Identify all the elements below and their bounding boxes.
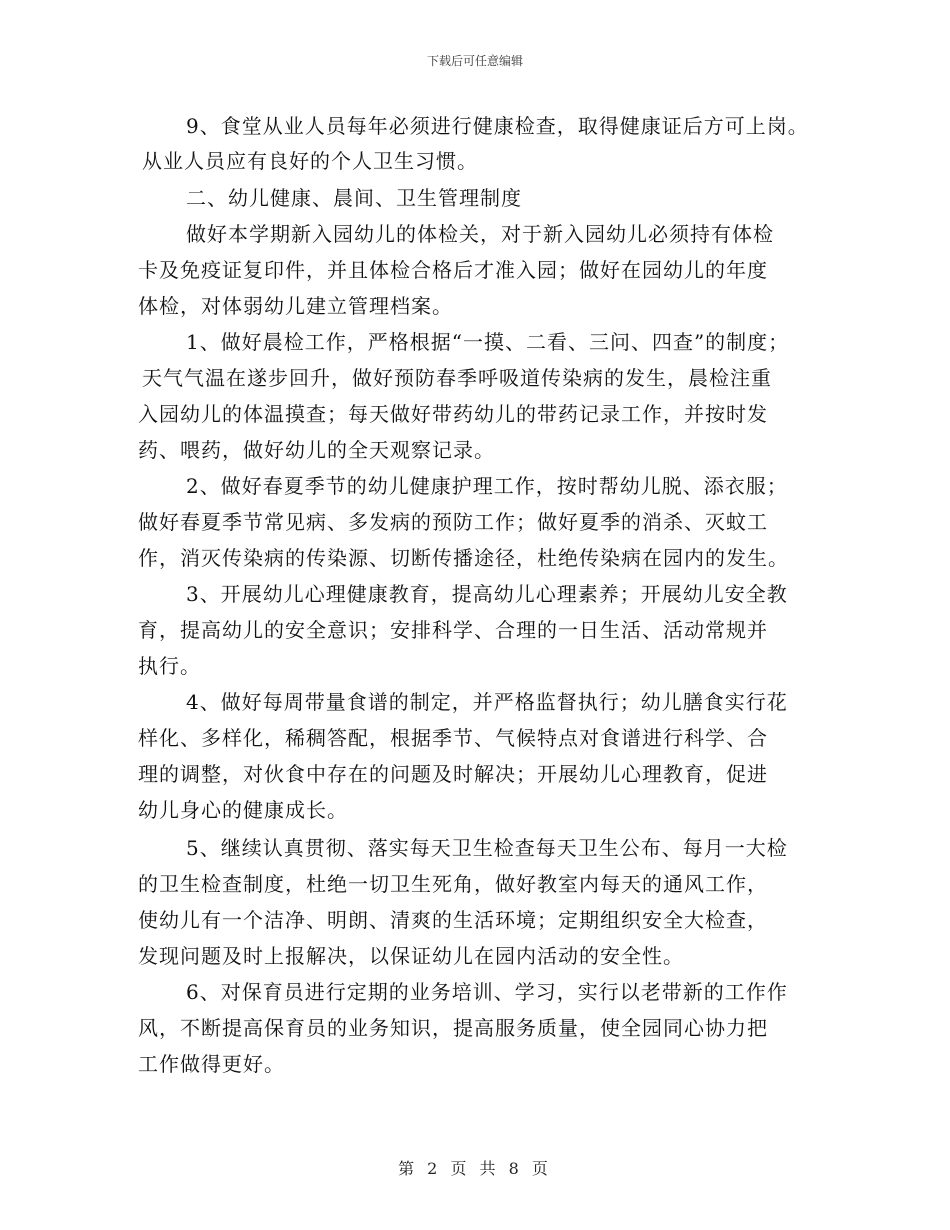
text-line: 做好春夏季节常见病、多发病的预防工作；做好夏季的消杀、灭蚊工 xyxy=(138,510,768,534)
text-line: 做好本学期新入园幼儿的体检关，对于新入园幼儿必须持有体检 xyxy=(186,222,774,246)
text-line: 发现问题及时上报解决，以保证幼儿在园内活动的安全性。 xyxy=(138,944,684,968)
text-line: 使幼儿有一个洁净、明朗、清爽的生活环境；定期组织安全大检查， xyxy=(138,908,768,932)
text-line: 6、对保育员进行定期的业务培训、学习，实行以老带新的工作作 xyxy=(186,980,788,1004)
text-line: 从业人员应有良好的个人卫生习惯。 xyxy=(142,149,478,173)
text-line: 入园幼儿的体温摸查；每天做好带药幼儿的带药记录工作，并按时发 xyxy=(138,402,768,426)
section-heading: 二、幼儿健康、晨间、卫生管理制度 xyxy=(186,186,522,210)
text-line: 1、做好晨检工作，严格根据“一摸、二看、三问、四查”的制度； xyxy=(186,330,790,354)
text-line: 天气气温在遂步回升，做好预防春季呼吸道传染病的发生，晨检注重 xyxy=(142,366,772,390)
text-line: 卡及免疫证复印件，并且体检合格后才准入园；做好在园幼儿的年度 xyxy=(138,258,768,282)
text-line: 执行。 xyxy=(138,654,201,678)
text-line: 4、做好每周带量食谱的制定，并严格监督执行；幼儿膳食实行花 xyxy=(186,690,788,714)
text-line: 5、继续认真贯彻、落实每天卫生检查每天卫生公布、每月一大检 xyxy=(186,836,788,860)
text-line: 育，提高幼儿的安全意识；安排科学、合理的一日生活、活动常规并 xyxy=(138,618,768,642)
text-line: 2、做好春夏季节的幼儿健康护理工作，按时帮幼儿脱、添衣服； xyxy=(186,474,788,498)
page-footer: 第 2 页 共 8 页 xyxy=(398,1159,552,1178)
text-line: 的卫生检查制度，杜绝一切卫生死角，做好教室内每天的通风工作， xyxy=(138,872,768,896)
text-line: 3、开展幼儿心理健康教育，提高幼儿心理素养；开展幼儿安全教 xyxy=(186,582,788,606)
text-line: 体检，对体弱幼儿建立管理档案。 xyxy=(138,294,453,318)
text-line: 样化、多样化，稀稠答配，根据季节、气候特点对食谱进行科学、合 xyxy=(138,726,768,750)
text-line: 工作做得更好。 xyxy=(138,1052,285,1076)
text-line: 9、食堂从业人员每年必须进行健康检查，取得健康证后方可上岗。 xyxy=(186,114,809,138)
text-line: 幼儿身心的健康成长。 xyxy=(138,798,348,822)
text-line: 理的调整，对伙食中存在的问题及时解决；开展幼儿心理教育，促进 xyxy=(138,762,768,786)
page-header: 下载后可任意编辑 xyxy=(426,54,523,68)
text-line: 作，消灭传染病的传染源、切断传播途径，杜绝传染病在园内的发生。 xyxy=(138,546,789,570)
text-line: 风，不断提高保育员的业务知识，提高服务质量，使全园同心协力把 xyxy=(138,1016,768,1040)
text-line: 药、喂药，做好幼儿的全天观察记录。 xyxy=(138,438,495,462)
